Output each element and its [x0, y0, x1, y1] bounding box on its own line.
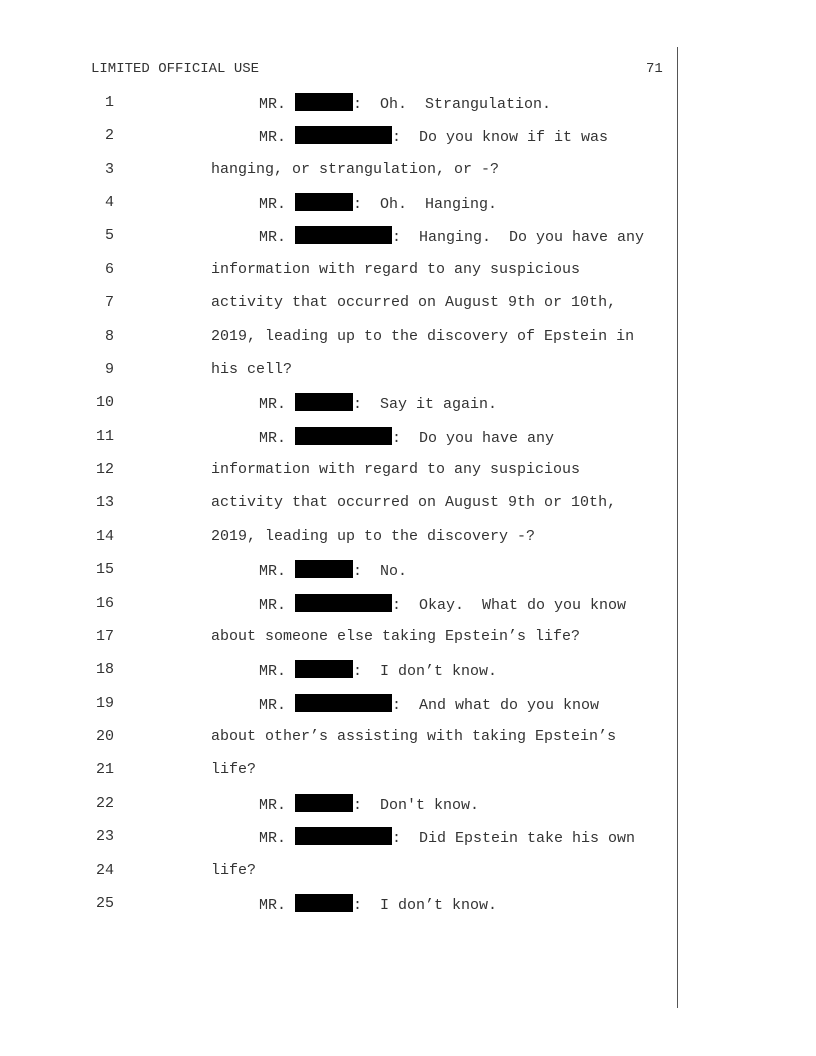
page-number: 71 — [646, 61, 663, 77]
line-content: information with regard to any suspicious — [211, 260, 581, 278]
line-content: his cell? — [211, 360, 293, 378]
transcript-line — [0, 393, 816, 413]
line-text — [259, 427, 554, 449]
transcript-line — [0, 827, 816, 847]
transcript-line — [0, 193, 816, 213]
line-text — [211, 260, 580, 280]
line-number: 17 — [95, 627, 114, 645]
redaction-block — [295, 193, 353, 211]
line-text — [211, 627, 580, 647]
line-text — [211, 727, 616, 747]
line-text — [259, 126, 608, 148]
line-content: : Did Epstein take his own — [392, 830, 636, 848]
transcript-line — [0, 694, 816, 714]
transcript-line — [0, 527, 816, 547]
line-text — [259, 694, 599, 716]
transcript-line — [0, 293, 816, 313]
redaction-block — [295, 794, 353, 812]
line-text — [211, 493, 616, 513]
transcript-line — [0, 861, 816, 881]
line-content: life? — [211, 861, 257, 879]
transcript-line — [0, 594, 816, 614]
line-number: 8 — [104, 327, 114, 345]
line-number: 16 — [95, 594, 114, 612]
line-number: 2 — [104, 127, 114, 145]
line-text — [259, 827, 635, 849]
redaction-block — [295, 894, 353, 912]
line-content: : Oh. Strangulation. — [353, 96, 552, 113]
line-content: 2019, leading up to the discovery of Epstein in — [211, 327, 635, 345]
transcript-line — [0, 660, 816, 680]
line-text — [211, 360, 292, 380]
redaction-block — [295, 694, 392, 712]
line-text — [259, 193, 497, 215]
speaker-label: MR. — [259, 196, 296, 214]
line-text — [259, 594, 626, 616]
redaction-block — [295, 126, 392, 144]
line-content: information with regard to any suspicious — [211, 461, 581, 479]
line-number: 14 — [95, 527, 114, 545]
line-content: : Say it again. — [353, 396, 498, 414]
line-content: : Okay. What do you know — [392, 596, 627, 614]
redaction-block — [295, 660, 353, 678]
line-content: about other’s assisting with taking Epstein’s — [211, 728, 617, 746]
line-text — [259, 794, 479, 816]
line-text — [211, 460, 580, 480]
line-number: 1 — [104, 94, 114, 111]
line-number: 24 — [95, 861, 114, 879]
line-text — [259, 226, 644, 248]
speaker-label: MR. — [259, 563, 296, 581]
line-content: : I don’t know. — [353, 896, 498, 914]
line-number: 25 — [95, 894, 114, 912]
speaker-label: MR. — [259, 96, 296, 113]
line-content: : Hanging. Do you have any — [392, 229, 645, 247]
speaker-label: MR. — [259, 663, 296, 681]
classification-header: LIMITED OFFICIAL USE — [91, 61, 260, 77]
line-text — [259, 93, 551, 115]
line-number: 3 — [104, 160, 114, 178]
line-number: 23 — [95, 828, 114, 846]
transcript-line — [0, 260, 816, 280]
redaction-block — [295, 393, 353, 411]
line-text — [211, 760, 256, 780]
transcript-line — [0, 226, 816, 246]
line-number: 21 — [95, 761, 114, 779]
line-number: 5 — [104, 227, 114, 245]
transcript-line — [0, 727, 816, 747]
transcript-line — [0, 493, 816, 513]
line-content: activity that occurred on August 9th or 10th, — [211, 494, 617, 512]
transcript-line — [0, 327, 816, 347]
transcript-line — [0, 360, 816, 380]
line-number: 6 — [104, 260, 114, 278]
redaction-block — [295, 427, 392, 445]
line-number: 11 — [95, 427, 114, 445]
transcript-line — [0, 460, 816, 480]
speaker-label: MR. — [259, 129, 296, 147]
line-text — [211, 293, 616, 313]
line-text — [259, 660, 497, 682]
redaction-block — [295, 560, 353, 578]
line-number: 13 — [95, 494, 114, 512]
line-number: 18 — [95, 661, 114, 679]
line-number: 19 — [95, 694, 114, 712]
line-text — [259, 894, 497, 916]
redaction-block — [295, 226, 392, 244]
transcript-line — [0, 93, 816, 113]
speaker-label: MR. — [259, 429, 296, 447]
line-text — [259, 560, 407, 582]
line-number: 7 — [104, 294, 114, 312]
speaker-label: MR. — [259, 830, 296, 848]
transcript-line — [0, 760, 816, 780]
speaker-label: MR. — [259, 596, 296, 614]
transcript-line — [0, 126, 816, 146]
transcript-line — [0, 794, 816, 814]
speaker-label: MR. — [259, 229, 296, 247]
transcript-line — [0, 894, 816, 914]
speaker-label: MR. — [259, 896, 296, 914]
speaker-label: MR. — [259, 696, 296, 714]
line-number: 20 — [95, 728, 114, 746]
line-text — [259, 393, 497, 415]
transcript-line — [0, 427, 816, 447]
transcript-line — [0, 627, 816, 647]
line-number: 22 — [95, 794, 114, 812]
transcript-line — [0, 160, 816, 180]
line-number: 9 — [104, 360, 114, 378]
line-content: about someone else taking Epstein’s life? — [211, 627, 581, 645]
line-content: life? — [211, 761, 257, 779]
line-content: : No. — [353, 563, 408, 581]
line-content: : I don’t know. — [353, 663, 498, 681]
speaker-label: MR. — [259, 796, 296, 814]
transcript-line — [0, 560, 816, 580]
line-content: activity that occurred on August 9th or 10th, — [211, 294, 617, 312]
line-content: : And what do you know — [392, 696, 600, 714]
line-content: : Oh. Hanging. — [353, 196, 498, 214]
line-content: : Don't know. — [353, 796, 480, 814]
line-content: 2019, leading up to the discovery -? — [211, 527, 536, 545]
line-content: hanging, or strangulation, or -? — [211, 160, 500, 178]
line-number: 10 — [95, 394, 114, 412]
line-number: 4 — [104, 194, 114, 212]
line-number: 12 — [95, 461, 114, 479]
line-text — [211, 861, 256, 881]
speaker-label: MR. — [259, 396, 296, 414]
line-text — [211, 160, 499, 180]
redaction-block — [295, 93, 353, 111]
redaction-block — [295, 594, 392, 612]
line-text — [211, 527, 535, 547]
line-number: 15 — [95, 561, 114, 579]
line-content: : Do you know if it was — [392, 129, 609, 147]
redaction-block — [295, 827, 392, 845]
line-text — [211, 327, 634, 347]
line-content: : Do you have any — [392, 429, 555, 447]
